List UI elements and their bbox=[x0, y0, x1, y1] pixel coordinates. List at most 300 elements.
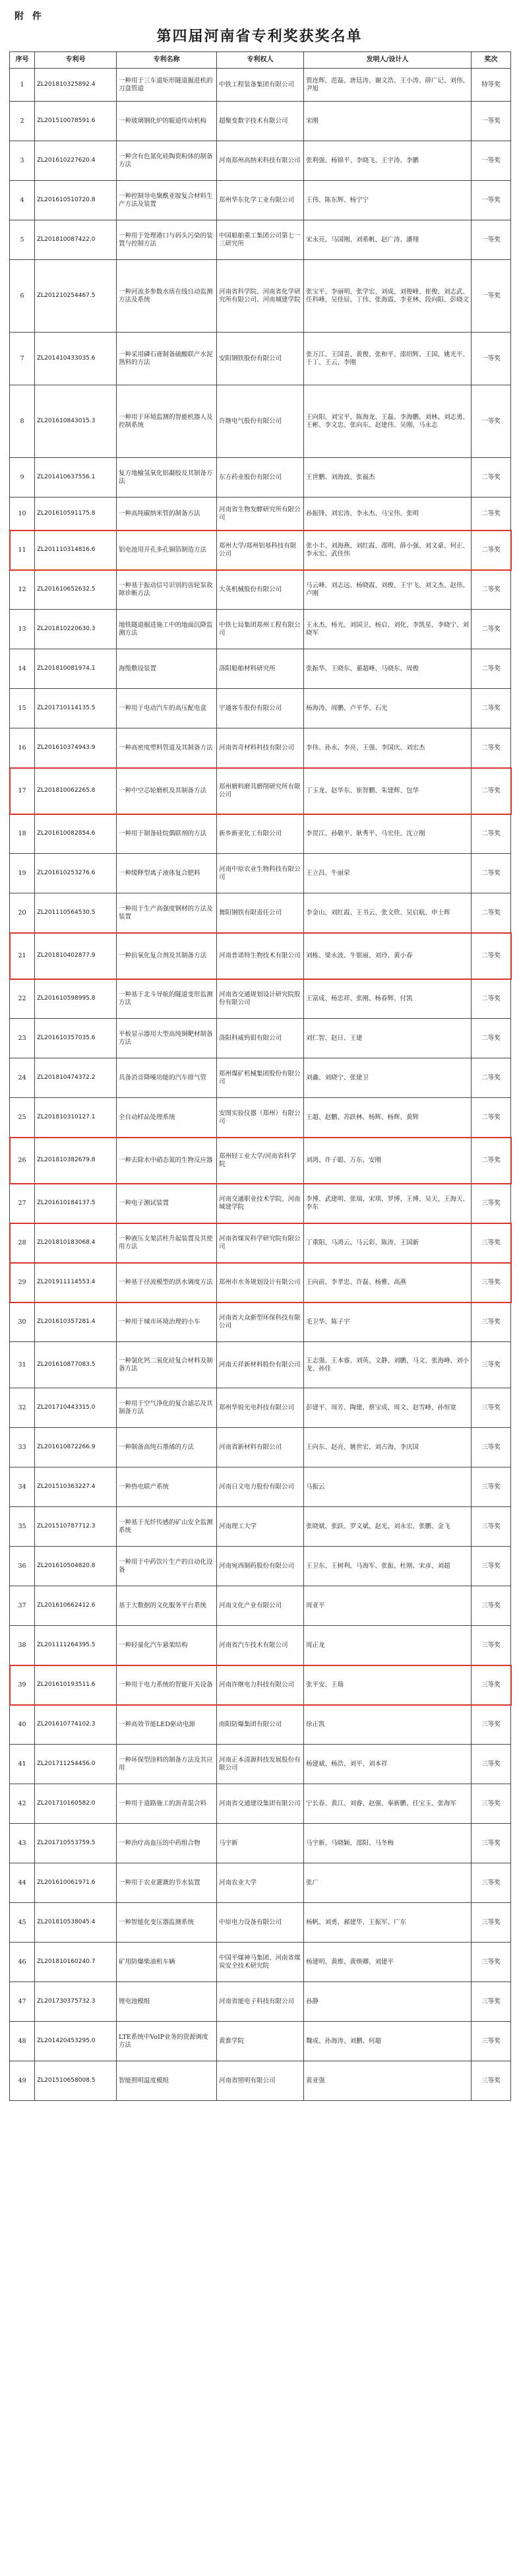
cell-award: 三等奖 bbox=[472, 1507, 511, 1547]
cell-inventor: 马云峰、刘志远、杨晓霞、刘俊、王宇飞、刘文杰、赵伟、卢刚 bbox=[304, 570, 472, 610]
header-patent-number: 专利号 bbox=[35, 52, 117, 69]
table-row bbox=[10, 768, 511, 814]
cell-award: 三等奖 bbox=[472, 1824, 511, 1863]
table-row bbox=[10, 1342, 511, 1388]
cell-patent-owner: 郑州市水务规划设计有限公司 bbox=[217, 1263, 304, 1303]
cell-inventor: 宁长春、黄江、刘睿、赵强、秦新鹏、任宝玉、张海军 bbox=[304, 1784, 472, 1824]
cell-award: 三等奖 bbox=[472, 2022, 511, 2061]
header-award: 奖次 bbox=[472, 52, 511, 69]
cell-patent-name: 一种热电联产系统 bbox=[117, 1467, 217, 1507]
cell-award: 二等奖 bbox=[472, 689, 511, 728]
table-row bbox=[10, 933, 511, 979]
cell-patent-owner: 宇通客车股份有限公司 bbox=[217, 689, 304, 728]
cell-inventor: 徐正凯 bbox=[304, 1705, 472, 1745]
cell-patent-owner: 洛阳船舶材料研究所 bbox=[217, 649, 304, 689]
cell-patent-name: 一种用于处理港口与码头污染的装置与控制方法 bbox=[117, 220, 217, 260]
cell-no: 43 bbox=[10, 1824, 35, 1863]
cell-patent-number: ZL201610872266.9 bbox=[35, 1428, 117, 1467]
cell-inventor: 黄亚强 bbox=[304, 2061, 472, 2101]
cell-inventor: 孙振锋、刘宏涛、李永杰、马宝伟、张明 bbox=[304, 498, 472, 531]
cell-patent-name: 一种电子测试装置 bbox=[117, 1184, 217, 1223]
cell-patent-owner: 河南许继电力科技有限公司 bbox=[217, 1665, 304, 1705]
cell-patent-name: 智能照明温度模组 bbox=[117, 2061, 217, 2101]
cell-patent-number: ZL201610877083.5 bbox=[35, 1342, 117, 1388]
cell-patent-number: ZL201610843015.3 bbox=[35, 385, 117, 458]
cell-patent-number: ZL201810474372.2 bbox=[35, 1058, 117, 1098]
cell-patent-owner: 马宇新 bbox=[217, 1824, 304, 1863]
cell-patent-name: 一种河流多参数水质在线自动监测方法及系统 bbox=[117, 260, 217, 333]
table-row bbox=[10, 1586, 511, 1626]
cell-no: 5 bbox=[10, 220, 35, 260]
cell-patent-number: ZL201810183068.4 bbox=[35, 1223, 117, 1263]
cell-no: 33 bbox=[10, 1428, 35, 1467]
cell-award: 二等奖 bbox=[472, 570, 511, 610]
cell-patent-name: 一种制备高纯石墨烯的方法 bbox=[117, 1428, 217, 1467]
cell-inventor: 周亚平 bbox=[304, 1586, 472, 1626]
cell-patent-number: ZL201610184137.5 bbox=[35, 1184, 117, 1223]
cell-no: 7 bbox=[10, 333, 35, 385]
cell-award: 三等奖 bbox=[472, 1943, 511, 1982]
cell-patent-owner: 郑州磨料磨具磨削研究所有限公司 bbox=[217, 768, 304, 814]
cell-patent-number: ZL201810081974.1 bbox=[35, 649, 117, 689]
cell-award: 一等奖 bbox=[472, 141, 511, 181]
cell-patent-owner: 安阳钢铁股份有限公司 bbox=[217, 333, 304, 385]
cell-inventor: 王向阳、刘宝平、陈海龙、王磊、李海鹏、刘林、刘志勇、王彬、李文忠、张向东、赵建伟、吴刚、马永志 bbox=[304, 385, 472, 458]
cell-award: 一等奖 bbox=[472, 102, 511, 141]
cell-patent-owner: 中原电力设备有限公司 bbox=[217, 1903, 304, 1943]
cell-patent-name: 基于大数据的文化服务平台系统 bbox=[117, 1586, 217, 1626]
cell-award: 一等奖 bbox=[472, 220, 511, 260]
cell-inventor: 张晓斌、张跃、罗文斌、赵光、刘永宏、张鹏、金飞 bbox=[304, 1507, 472, 1547]
table-row bbox=[10, 1705, 511, 1745]
cell-patent-owner: 河南省科学院、河南省化学研究所有限公司、河南城建学院 bbox=[217, 260, 304, 333]
cell-no: 2 bbox=[10, 102, 35, 141]
cell-patent-owner: 河南省奇材料科技有限公司 bbox=[217, 728, 304, 768]
cell-patent-owner: 河南省汽车技术有限公司 bbox=[217, 1626, 304, 1665]
cell-no: 27 bbox=[10, 1184, 35, 1223]
cell-patent-number: ZL201610061971.6 bbox=[35, 1863, 117, 1903]
cell-patent-number: ZL201911114553.4 bbox=[35, 1263, 117, 1303]
cell-award: 三等奖 bbox=[472, 1784, 511, 1824]
table-row bbox=[10, 1903, 511, 1943]
cell-no: 13 bbox=[10, 610, 35, 649]
cell-patent-name: 一种抗氧化复合剂及其制备方法 bbox=[117, 933, 217, 979]
cell-patent-number: ZL201710443315.0 bbox=[35, 1388, 117, 1428]
cell-patent-owner: 郑州华东化学工业有限公司 bbox=[217, 181, 304, 220]
cell-patent-name: 一种治疗高血压的中药组合物 bbox=[117, 1824, 217, 1863]
cell-patent-owner: 河南天祥新材料股份有限公司 bbox=[217, 1342, 304, 1388]
cell-patent-number: ZL201510078591.6 bbox=[35, 102, 117, 141]
cell-inventor: 周正龙 bbox=[304, 1626, 472, 1665]
cell-patent-number: ZL201510787712.3 bbox=[35, 1507, 117, 1547]
cell-patent-name: 一种去除水中硝态氮的生物反应器 bbox=[117, 1138, 217, 1184]
cell-patent-number: ZL201110564530.5 bbox=[35, 893, 117, 933]
cell-patent-number: ZL201810538045.4 bbox=[35, 1903, 117, 1943]
table-row bbox=[10, 728, 511, 768]
cell-patent-owner: 中国平煤神马集团、河南省煤炭安全技术研究院 bbox=[217, 1943, 304, 1982]
cell-patent-owner: 河南农业大学 bbox=[217, 1863, 304, 1903]
cell-patent-owner: 东方药业股份有限公司 bbox=[217, 458, 304, 498]
cell-award: 一等奖 bbox=[472, 385, 511, 458]
cell-patent-name: 一种用于电力系统的智能开关设备 bbox=[117, 1665, 217, 1705]
cell-patent-owner: 河南省交通规划设计研究院股份有限公司 bbox=[217, 979, 304, 1019]
table-row bbox=[10, 102, 511, 141]
cell-patent-owner: 舞阳钢铁有限责任公司 bbox=[217, 893, 304, 933]
table-row bbox=[10, 1184, 511, 1223]
cell-inventor: 李贺江、孙敬平、耿秀平、马宏佳、沈立刚 bbox=[304, 814, 472, 854]
cell-award: 二等奖 bbox=[472, 1058, 511, 1098]
cell-inventor: 李金山、刘红霞、王书云、张文欣、吴启航、申士辉 bbox=[304, 893, 472, 933]
cell-patent-name: 一种用于环境监测的智能机器人及控制系统 bbox=[117, 385, 217, 458]
cell-no: 19 bbox=[10, 854, 35, 893]
cell-patent-name: 一种中空芯轮磨机及其制备方法 bbox=[117, 768, 217, 814]
cell-patent-name: 锂电池模组 bbox=[117, 1982, 217, 2022]
cell-patent-owner: 河南省交通建设集团有限公司 bbox=[217, 1784, 304, 1824]
cell-patent-owner: 郑州大学/郑州铝基科技有限公司 bbox=[217, 531, 304, 570]
cell-no: 31 bbox=[10, 1342, 35, 1388]
cell-award: 三等奖 bbox=[472, 1223, 511, 1263]
cell-patent-number: ZL201510658008.5 bbox=[35, 2061, 117, 2101]
cell-award: 三等奖 bbox=[472, 1863, 511, 1903]
cell-patent-number: ZL201810087422.0 bbox=[35, 220, 117, 260]
cell-patent-name: 一种基于径流模型的洪水调度方法 bbox=[117, 1263, 217, 1303]
cell-patent-name: 平板显示器用大型高纯铜靶材制备方法 bbox=[117, 1019, 217, 1058]
cell-patent-number: ZL201610374943.9 bbox=[35, 728, 117, 768]
cell-no: 18 bbox=[10, 814, 35, 854]
cell-inventor: 王向前、李孝忠、许磊、杨雅、高燕 bbox=[304, 1263, 472, 1303]
cell-patent-name: 一种用于中药饮片生产的自动化设备 bbox=[117, 1547, 217, 1586]
table-row bbox=[10, 220, 511, 260]
cell-award: 三等奖 bbox=[472, 1586, 511, 1626]
cell-patent-number: ZL201810220630.3 bbox=[35, 610, 117, 649]
table-row bbox=[10, 1982, 511, 2022]
document-title: 第四届河南省专利奖获奖名单 bbox=[156, 28, 363, 45]
cell-no: 36 bbox=[10, 1547, 35, 1586]
cell-patent-owner: 新乡新亚化工有限公司 bbox=[217, 814, 304, 854]
cell-patent-number: ZL201610510720.8 bbox=[35, 181, 117, 220]
cell-inventor: 宋永亮、马国刚、刘希帆、赵广涛、潘翔 bbox=[304, 220, 472, 260]
cell-no: 20 bbox=[10, 893, 35, 933]
table-row bbox=[10, 570, 511, 610]
cell-award: 二等奖 bbox=[472, 1098, 511, 1138]
cell-inventor: 彭建平、周芳、陶建、蔡宝成、周文、赵雪峰、孙恒宽 bbox=[304, 1388, 472, 1428]
table-row bbox=[10, 1467, 511, 1507]
cell-no: 12 bbox=[10, 570, 35, 610]
cell-no: 28 bbox=[10, 1223, 35, 1263]
cell-award: 二等奖 bbox=[472, 768, 511, 814]
cell-patent-number: ZL201610082854.6 bbox=[35, 814, 117, 854]
cell-inventor: 杨海涛、周鹏、卢平华、石光 bbox=[304, 689, 472, 728]
cell-no: 24 bbox=[10, 1058, 35, 1098]
table-row bbox=[10, 333, 511, 385]
table-row bbox=[10, 181, 511, 220]
table-row bbox=[10, 1824, 511, 1863]
cell-patent-owner: 河南省能电子科技有限公司 bbox=[217, 1982, 304, 2022]
cell-award: 三等奖 bbox=[472, 1626, 511, 1665]
cell-no: 46 bbox=[10, 1943, 35, 1982]
cell-inventor: 杨建斌、杨浩、刘平、刘本祥 bbox=[304, 1745, 472, 1784]
cell-inventor: 王超、赵鹏、苏跃林、杨辉、杨辉、黄辉 bbox=[304, 1098, 472, 1138]
table-row bbox=[10, 689, 511, 728]
table-row bbox=[10, 1303, 511, 1342]
cell-award: 二等奖 bbox=[472, 458, 511, 498]
cell-no: 40 bbox=[10, 1705, 35, 1745]
cell-patent-owner: 南阳防爆集团有限公司 bbox=[217, 1705, 304, 1745]
table-row bbox=[10, 531, 511, 570]
cell-patent-owner: 安图实验仪器（郑州）有限公司 bbox=[217, 1098, 304, 1138]
table-row bbox=[10, 1665, 511, 1705]
table-row bbox=[10, 1863, 511, 1903]
cell-award: 一等奖 bbox=[472, 333, 511, 385]
cell-no: 1 bbox=[10, 69, 35, 102]
table-row bbox=[10, 1138, 511, 1184]
cell-award: 三等奖 bbox=[472, 1342, 511, 1388]
cell-patent-owner: 大英机械股份有限公司 bbox=[217, 570, 304, 610]
cell-inventor: 宋刚 bbox=[304, 102, 472, 141]
cell-patent-name: 一种高纯碳纳米管的制备方法 bbox=[117, 498, 217, 531]
cell-award: 三等奖 bbox=[472, 1303, 511, 1342]
cell-inventor: 张宝平、李丽明、张学宏、刘成、刘俊峰、崔俊、刘志武、任科峰、吴佳辰、丁伟、张海霞、李亚林、段向阳、彭晓文 bbox=[304, 260, 472, 333]
cell-no: 47 bbox=[10, 1982, 35, 2022]
cell-award: 二等奖 bbox=[472, 979, 511, 1019]
cell-patent-name: 一种基于振动信号识别的齿轮泵故障诊断方法 bbox=[117, 570, 217, 610]
cell-no: 39 bbox=[10, 1665, 35, 1705]
cell-patent-name: 一种含有色氮化硅陶瓷粉体的制备方法 bbox=[117, 141, 217, 181]
cell-inventor: 王卫东、王树利、马海军、张振、杜刚、宋彦、刘超 bbox=[304, 1547, 472, 1586]
cell-patent-number: ZL201110314816.6 bbox=[35, 531, 117, 570]
cell-no: 3 bbox=[10, 141, 35, 181]
cell-no: 25 bbox=[10, 1098, 35, 1138]
cell-inventor: 贾连辉、范磊、唐廷涛、谢文浩、王小涛、薛广记、刘伟、尹旭 bbox=[304, 69, 472, 102]
cell-award: 二等奖 bbox=[472, 893, 511, 933]
cell-patent-number: ZL201710114135.5 bbox=[35, 689, 117, 728]
cell-inventor: 马振云 bbox=[304, 1467, 472, 1507]
cell-award: 三等奖 bbox=[472, 1665, 511, 1705]
cell-award: 二等奖 bbox=[472, 649, 511, 689]
cell-no: 17 bbox=[10, 768, 35, 814]
table-row bbox=[10, 260, 511, 333]
cell-patent-number: ZL201610591175.8 bbox=[35, 498, 117, 531]
cell-no: 38 bbox=[10, 1626, 35, 1665]
cell-patent-name: 一种液压支架活柱升起装置及其使用方法 bbox=[117, 1223, 217, 1263]
cell-inventor: 孙静 bbox=[304, 1982, 472, 2022]
cell-award: 二等奖 bbox=[472, 854, 511, 893]
cell-patent-name: 一种智能化变压器监测系统 bbox=[117, 1903, 217, 1943]
cell-patent-name: 一种高效节能LED驱动电源 bbox=[117, 1705, 217, 1745]
table-row bbox=[10, 1019, 511, 1058]
cell-inventor: 刘栋、梁永波、牛银丽、刘玲、黄小春 bbox=[304, 933, 472, 979]
cell-patent-number: ZL201810160240.7 bbox=[35, 1943, 117, 1982]
cell-inventor: 刘鸿、许子聪、万东、安刚 bbox=[304, 1138, 472, 1184]
cell-patent-number: ZL201810382679.8 bbox=[35, 1138, 117, 1184]
table-row bbox=[10, 1223, 511, 1263]
cell-award: 特等奖 bbox=[472, 69, 511, 102]
cell-patent-number: ZL201410637556.1 bbox=[35, 458, 117, 498]
cell-patent-owner: 许继电气股份有限公司 bbox=[217, 385, 304, 458]
cell-patent-name: 复方地榆氢氧化铝凝胶及其制备方法 bbox=[117, 458, 217, 498]
cell-patent-number: ZL201810310127.1 bbox=[35, 1098, 117, 1138]
cell-inventor: 刘仁智、赵日、王建 bbox=[304, 1019, 472, 1058]
cell-inventor: 马宇新、马晓颖、邵阳、马冬梅 bbox=[304, 1824, 472, 1863]
cell-patent-owner: 河南交通职业技术学院、河南城建学院 bbox=[217, 1184, 304, 1223]
cell-patent-name: 一种用于生产高强度钢材的方法及装置 bbox=[117, 893, 217, 933]
cell-patent-name: 一种环保型涂料的制备方法及其应用 bbox=[117, 1745, 217, 1784]
cell-patent-owner: 河南省煤炭科学研究院有限公司 bbox=[217, 1223, 304, 1263]
table-row bbox=[10, 1507, 511, 1547]
table-row bbox=[10, 1428, 511, 1467]
table-row bbox=[10, 1745, 511, 1784]
cell-patent-name: 一种高密度塑料管道及其制备方法 bbox=[117, 728, 217, 768]
cell-no: 11 bbox=[10, 531, 35, 570]
cell-patent-number: ZL201711254456.0 bbox=[35, 1745, 117, 1784]
cell-no: 8 bbox=[10, 385, 35, 458]
cell-inventor: 张小丰、刘海燕、刘红霞、邵明、薛小强、刘文豪、何正、李永宏、武佳伟 bbox=[304, 531, 472, 570]
cell-no: 42 bbox=[10, 1784, 35, 1824]
cell-no: 29 bbox=[10, 1263, 35, 1303]
table-row bbox=[10, 1547, 511, 1586]
cell-patent-number: ZL201111264395.5 bbox=[35, 1626, 117, 1665]
attachment-label: 附 件 bbox=[15, 11, 44, 22]
cell-no: 41 bbox=[10, 1745, 35, 1784]
header-inventor: 发明人/设计人 bbox=[304, 52, 472, 69]
cell-inventor: 王向东、赵亮、姚世宏、刘占海、李庆国 bbox=[304, 1428, 472, 1467]
cell-patent-name: 一种氯化钙二氧化硅复合材料及制备方法 bbox=[117, 1342, 217, 1388]
cell-inventor: 毛卫华、陈子宇 bbox=[304, 1303, 472, 1342]
cell-patent-owner: 超聚变数字技术有限公司 bbox=[217, 102, 304, 141]
cell-award: 三等奖 bbox=[472, 1428, 511, 1467]
cell-patent-name: 一种用于道路施工的沥青混合料 bbox=[117, 1784, 217, 1824]
cell-patent-owner: 中国船舶重工集团公司第七一三研究所 bbox=[217, 220, 304, 260]
table-row bbox=[10, 1058, 511, 1098]
cell-no: 10 bbox=[10, 498, 35, 531]
cell-inventor: 魏成、孙海涛、刘鹏、何超 bbox=[304, 2022, 472, 2061]
cell-award: 三等奖 bbox=[472, 2061, 511, 2101]
cell-patent-number: ZL201610253276.6 bbox=[35, 854, 117, 893]
cell-no: 34 bbox=[10, 1467, 35, 1507]
header-no: 序号 bbox=[10, 52, 35, 69]
cell-inventor: 张振华、王晓东、董超峰、马晓东、周俊 bbox=[304, 649, 472, 689]
cell-patent-owner: 河南省照明有限公司 bbox=[217, 2061, 304, 2101]
cell-patent-owner: 河南宛西制药股份有限公司 bbox=[217, 1547, 304, 1586]
cell-patent-number: ZL201610357035.6 bbox=[35, 1019, 117, 1058]
header-patent-owner: 专利权人 bbox=[217, 52, 304, 69]
cell-patent-owner: 河南省大众新型环保科技有限公司 bbox=[217, 1303, 304, 1342]
cell-award: 一等奖 bbox=[472, 260, 511, 333]
table-row bbox=[10, 141, 511, 181]
cell-inventor: 丁重阳、马鸿云、马云彩、陈涛、王国新 bbox=[304, 1223, 472, 1263]
table-row bbox=[10, 610, 511, 649]
cell-inventor: 王立昌、牛丽荣 bbox=[304, 854, 472, 893]
cell-inventor: 张平安、王瑞 bbox=[304, 1665, 472, 1705]
table-row bbox=[10, 979, 511, 1019]
cell-award: 三等奖 bbox=[472, 1388, 511, 1428]
table-row bbox=[10, 1626, 511, 1665]
cell-no: 35 bbox=[10, 1507, 35, 1547]
cell-inventor: 王富成、杨忠祥、张刚、杨春辉、付凯 bbox=[304, 979, 472, 1019]
table-row bbox=[10, 385, 511, 458]
cell-patent-name: 一种用于三车道矩形隧道掘进机的刀盘管道 bbox=[117, 69, 217, 102]
cell-no: 4 bbox=[10, 181, 35, 220]
table-header-row bbox=[10, 52, 511, 69]
cell-patent-owner: 河南郑州高纳米科技有限公司 bbox=[217, 141, 304, 181]
table-row bbox=[10, 854, 511, 893]
cell-award: 三等奖 bbox=[472, 1982, 511, 2022]
cell-inventor: 李博、武建明、张瑞、宋琪、罗博、王博、吴天、王海天、李东 bbox=[304, 1184, 472, 1223]
cell-patent-owner: 郑州轻工业大学/河南省科学院 bbox=[217, 1138, 304, 1184]
cell-award: 三等奖 bbox=[472, 1467, 511, 1507]
table-row bbox=[10, 649, 511, 689]
cell-no: 15 bbox=[10, 689, 35, 728]
cell-patent-name: 海缆敷设装置 bbox=[117, 649, 217, 689]
cell-patent-number: ZL201610357281.4 bbox=[35, 1303, 117, 1342]
cell-patent-name: 一种用于空气净化的复合滤芯及其制备方法 bbox=[117, 1388, 217, 1428]
cell-patent-owner: 黄淮学院 bbox=[217, 2022, 304, 2061]
table-row bbox=[10, 69, 511, 102]
cell-no: 37 bbox=[10, 1586, 35, 1626]
cell-patent-number: ZL201730375732.3 bbox=[35, 1982, 117, 2022]
cell-no: 32 bbox=[10, 1388, 35, 1428]
cell-patent-name: 具备消音降噪功能的汽车排气管 bbox=[117, 1058, 217, 1098]
cell-patent-name: LTE系统中VoIP业务的资源调度方法 bbox=[117, 2022, 217, 2061]
table-row bbox=[10, 1784, 511, 1824]
cell-no: 23 bbox=[10, 1019, 35, 1058]
cell-award: 三等奖 bbox=[472, 1184, 511, 1223]
cell-patent-number: ZL201210254467.5 bbox=[35, 260, 117, 333]
table-row bbox=[10, 458, 511, 498]
cell-patent-owner: 中铁七局集团郑州工程有限公司 bbox=[217, 610, 304, 649]
cell-patent-name: 全自动样品处理系统 bbox=[117, 1098, 217, 1138]
cell-patent-owner: 河南中原农业生物科技有限公司 bbox=[217, 854, 304, 893]
cell-inventor: 王永杰、杨光、刘国卫、杨启、刘化、李凯星、李晓宁、刘晓军 bbox=[304, 610, 472, 649]
cell-award: 二等奖 bbox=[472, 1019, 511, 1058]
cell-inventor: 刘鑫、刘晓宁、张建卫 bbox=[304, 1058, 472, 1098]
cell-no: 16 bbox=[10, 728, 35, 768]
cell-no: 45 bbox=[10, 1903, 35, 1943]
cell-inventor: 杨建明、黄维、黄焕卿、刘建平 bbox=[304, 1943, 472, 1982]
cell-award: 二等奖 bbox=[472, 728, 511, 768]
cell-patent-owner: 河南普诺特生物技术有限公司 bbox=[217, 933, 304, 979]
cell-no: 14 bbox=[10, 649, 35, 689]
cell-patent-name: 一种缓释型离子液体复合肥料 bbox=[117, 854, 217, 893]
cell-award: 三等奖 bbox=[472, 1705, 511, 1745]
cell-no: 6 bbox=[10, 260, 35, 333]
cell-patent-number: ZL201610652632.5 bbox=[35, 570, 117, 610]
cell-patent-number: ZL201810062265.8 bbox=[35, 768, 117, 814]
cell-patent-name: 地铁隧道掘进施工中的地面沉降监测方法 bbox=[117, 610, 217, 649]
header-patent-name: 专利名称 bbox=[117, 52, 217, 69]
table-row bbox=[10, 1098, 511, 1138]
cell-award: 二等奖 bbox=[472, 1138, 511, 1184]
cell-inventor: 王伟、陈东辉、杨宁宁 bbox=[304, 181, 472, 220]
cell-inventor: 王志强、王本睿、刘英、文静、刘鹏、马文、张海峰、刘小龙、孙佳 bbox=[304, 1342, 472, 1388]
cell-no: 9 bbox=[10, 458, 35, 498]
cell-inventor: 张利强、杨锦平、李晓飞、王宇涛、李鹏 bbox=[304, 141, 472, 181]
cell-inventor: 王世鹏、刘海波、张福杰 bbox=[304, 458, 472, 498]
cell-patent-number: ZL201410433035.6 bbox=[35, 333, 117, 385]
table-row bbox=[10, 2022, 511, 2061]
cell-patent-number: ZL201610504820.8 bbox=[35, 1547, 117, 1586]
cell-no: 22 bbox=[10, 979, 35, 1019]
cell-no: 44 bbox=[10, 1863, 35, 1903]
cell-patent-number: ZL201610662412.6 bbox=[35, 1586, 117, 1626]
table-row bbox=[10, 893, 511, 933]
cell-patent-number: ZL201610227620.4 bbox=[35, 141, 117, 181]
cell-award: 二等奖 bbox=[472, 498, 511, 531]
cell-patent-number: ZL201810325892.4 bbox=[35, 69, 117, 102]
cell-inventor: 杨帆、刘勇、郝建华、王振军、广东 bbox=[304, 1903, 472, 1943]
cell-award: 三等奖 bbox=[472, 1547, 511, 1586]
cell-patent-number: ZL201510363227.4 bbox=[35, 1467, 117, 1507]
